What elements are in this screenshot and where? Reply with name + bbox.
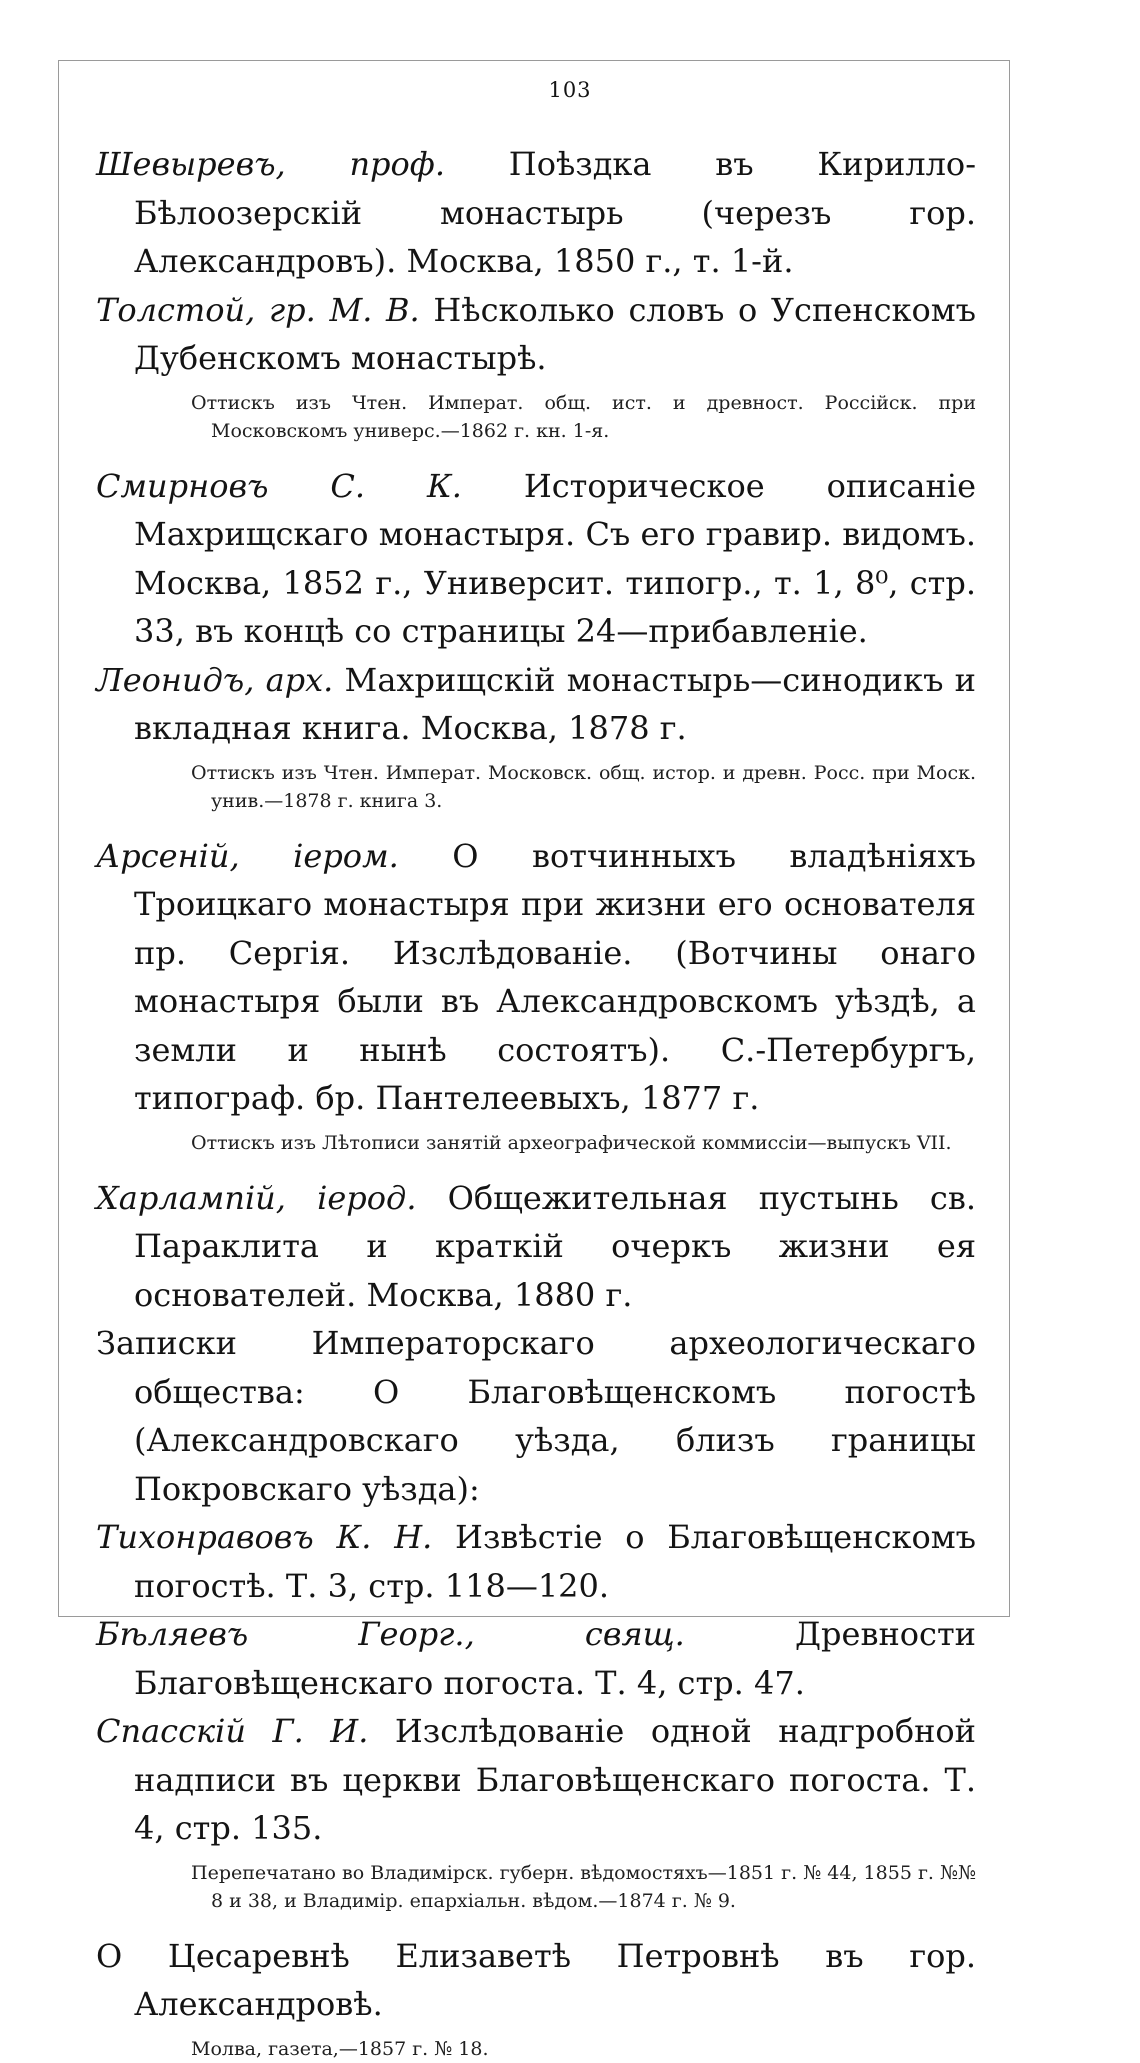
entry-text: Историческое описаніе Махрищскаго монастыря. Съ его гравир. видомъ. Москва, 1852 г., Университ. типогр., т. 1, 8⁰, стр. 33, въ концѣ со страницы 24—прибавленіе. <box>134 466 976 650</box>
entry-note: Оттискъ изъ Чтен. Императ. Московск. общ. истор. и древн. Росс. при Моск. унив.—1878 г. книга 3. <box>191 761 976 812</box>
entry-note: Оттискъ изъ Чтен. Императ. общ. ист. и древност. Россійск. при Московскомъ универс.—1862 г. кн. 1-я. <box>191 391 976 442</box>
entry-author: Бѣляевъ Георг., свящ. <box>96 1615 685 1653</box>
entry-author: Харлампій, іерод. <box>96 1178 417 1217</box>
entry-author: Шевыревъ, проф. <box>96 145 446 183</box>
bibliography-entry <box>96 1707 976 1853</box>
entry-author: Тихонравовъ К. Н. <box>96 1518 433 1556</box>
entry-text: Общежительная пустынь св. Параклита и краткій очеркъ жизни ея основателей. Москва, 1880 г. <box>134 1178 976 1314</box>
bibliography-entry <box>96 286 976 383</box>
bibliography-entry <box>96 656 976 753</box>
bibliography-entry <box>96 1513 976 1610</box>
entry-note: Молва, газета,—1857 г. № 18. <box>191 2037 489 2060</box>
bibliography-entry <box>96 1174 976 1320</box>
bibliography-entry <box>96 1319 976 1513</box>
entry-note: Оттискъ изъ Лѣтописи занятій археографической коммиссіи—выпускъ VII. <box>191 1131 952 1154</box>
entry-text: О вотчинныхъ владѣніяхъ Троицкаго монастыря при жизни его основателя пр. Сергія. Изслѣдованіе. (Вотчины онаго монастыря были въ Александровскомъ уѣздѣ, а земли и нынѣ состоятъ). С.-Петербургъ, типограф. бр. Пантелеевыхъ, 1877 г. <box>134 836 977 1117</box>
bibliography-entry <box>96 140 976 286</box>
entry-text: Нѣсколько словъ о Успенскомъ Дубенскомъ монастырѣ. <box>134 290 977 377</box>
entry-author: Спасскій Г. И. <box>96 1712 369 1750</box>
entry-text: Махрищскій монастырь—синодикъ и вкладная книга. Москва, 1878 г. <box>134 660 977 747</box>
entry-author: Толстой, гр. М. В. <box>96 290 420 329</box>
entry-author: Леонидъ, арх. <box>96 660 334 699</box>
entry-text: Поѣздка въ Кирилло-Бѣлоозерскій монастырь (черезъ гор. Александровъ). Москва, 1850 г., т. 1-й. <box>134 145 977 280</box>
entry-text: Записки Императорскаго археологическаго общества: О Благовѣщенскомъ погостѣ (Александровскаго уѣзда, близъ границы Покровскаго уѣзда): <box>96 1324 976 1508</box>
bibliography-entry <box>96 1610 976 1707</box>
entry-author: Арсеній, іером. <box>96 836 399 875</box>
entry-note: Перепечатано во Владимірск. губерн. вѣдомостяхъ—1851 г. № 44, 1855 г. №№ 8 и 38, и Владимір. епархіальн. вѣдом.—1874 г. № 9. <box>191 1861 976 1912</box>
entry-text: Изслѣдованіе одной надгробной надписи въ церкви Благовѣщенскаго погоста. Т. 4, стр. 135. <box>134 1712 976 1847</box>
entry-text: Извѣстіе о Благовѣщенскомъ погостѣ. Т. 3, стр. 118—120. <box>134 1518 977 1605</box>
entry-author: Смирновъ С. К. <box>96 466 462 505</box>
bibliography-entry <box>96 462 976 656</box>
bibliography-entry <box>96 832 976 1123</box>
bibliography-entry <box>96 1932 976 2029</box>
entry-text: О Цесаревнѣ Елизаветѣ Петровнѣ въ гор. Александровѣ. <box>96 1936 976 2023</box>
bibliography-list <box>96 140 976 2063</box>
page-number: 103 <box>548 78 592 102</box>
entry-text: Древности Благовѣщенскаго погоста. Т. 4, стр. 47. <box>134 1615 976 1702</box>
